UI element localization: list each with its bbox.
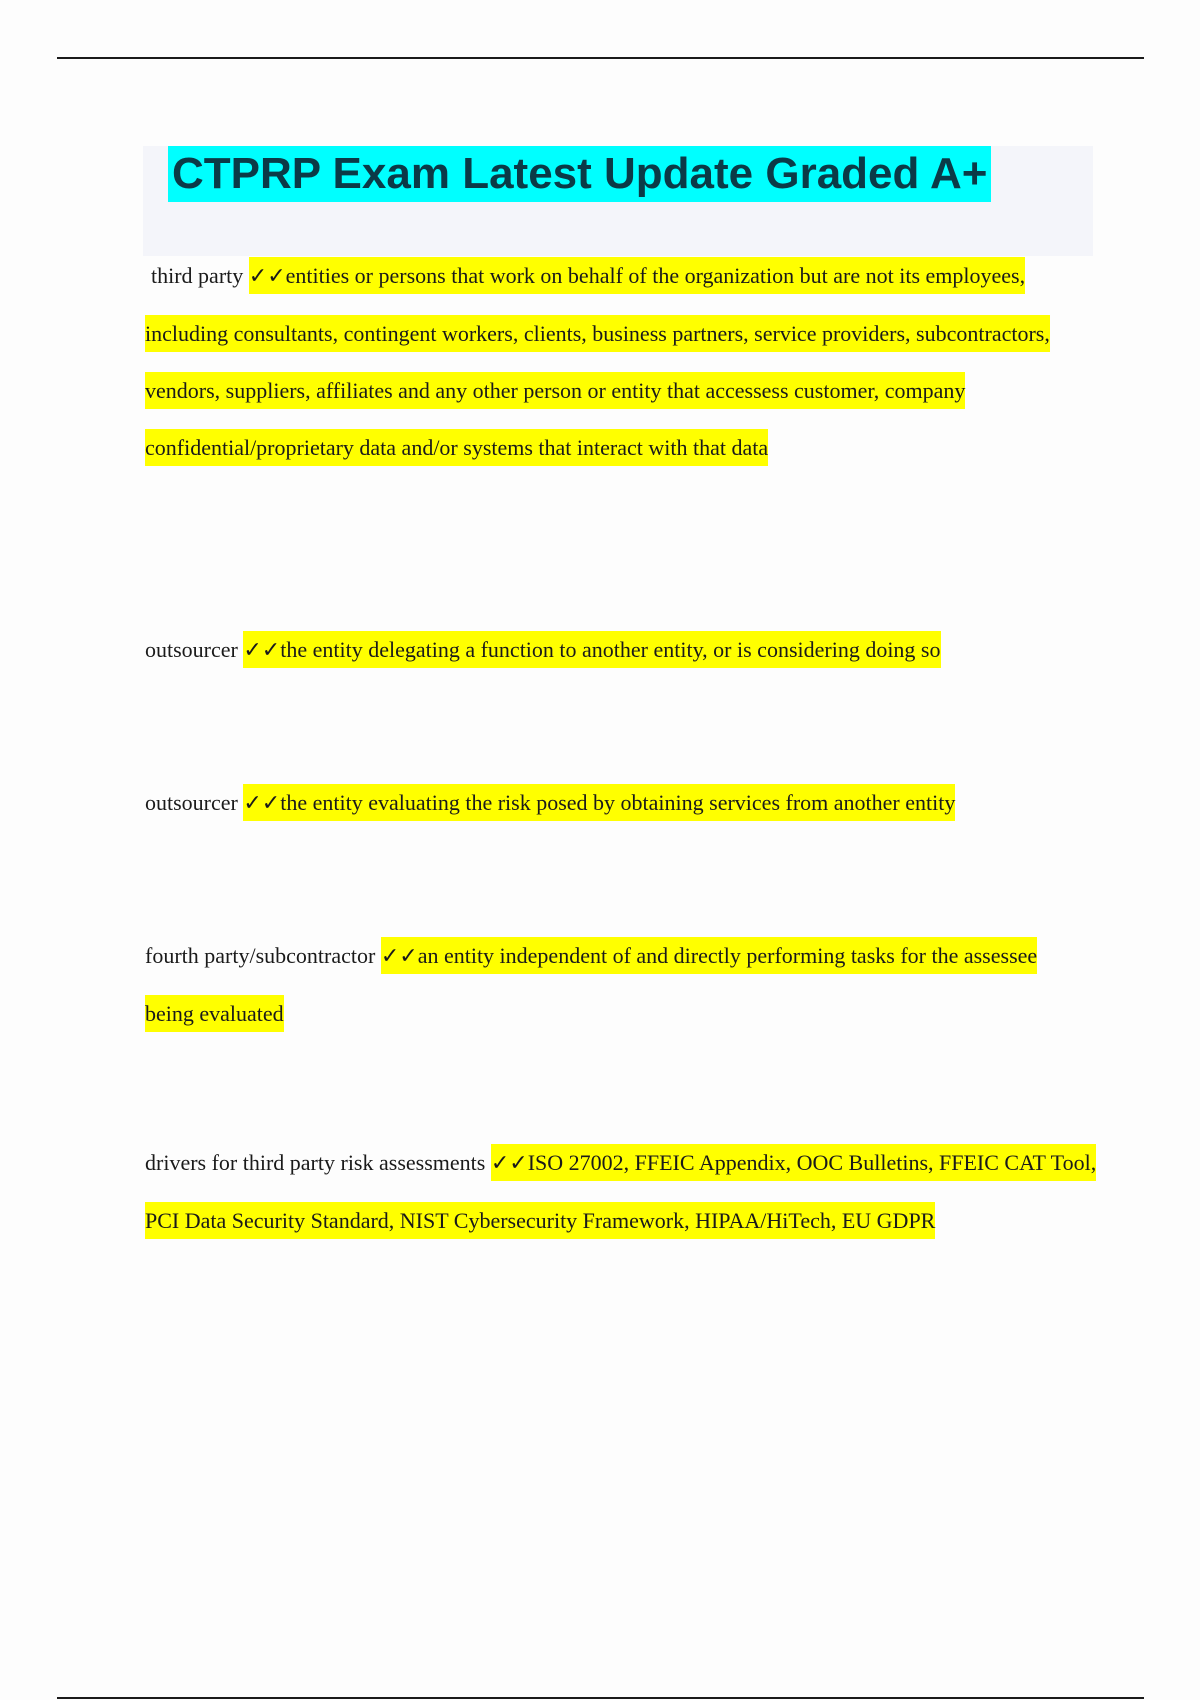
flashcard-entry — [145, 927, 1085, 1042]
double-check-icon: ✓✓ — [490, 1151, 528, 1176]
entry-term: outsourcer — [145, 790, 238, 815]
entry-definition: the entity delegating a function to another entity, or is considering doing so — [280, 637, 941, 662]
bottom-rule — [57, 1697, 1144, 1699]
entry-answer — [145, 257, 1050, 466]
entry-term: drivers for third party risk assessments — [145, 1150, 486, 1175]
double-check-icon: ✓✓ — [248, 264, 286, 289]
flashcard-entry — [145, 247, 1085, 476]
document-title: CTPRP Exam Latest Update Graded A+ — [168, 146, 991, 202]
entry-definition: entities or persons that work on behalf of the organization but are not its employees, including consultants, contingent workers, clients, business partners, service providers, subcontractors, vendors, suppliers, affiliates and any other person or entity that accessess customer, company confidential/proprietary data and/or systems that interact with that data — [145, 263, 1050, 460]
entry-definition: an entity independent of and directly performing tasks for the assessee being evaluated — [145, 943, 1038, 1026]
flashcard-entry — [145, 621, 1085, 679]
double-check-icon: ✓✓ — [243, 638, 281, 663]
double-check-icon: ✓✓ — [243, 791, 281, 816]
entry-answer — [243, 784, 955, 821]
flashcard-entry — [145, 1134, 1105, 1249]
entry-definition: the entity evaluating the risk posed by obtaining services from another entity — [280, 790, 956, 815]
double-check-icon: ✓✓ — [380, 944, 418, 969]
entry-definition: ISO 27002, FFEIC Appendix, OOC Bulletins, FFEIC CAT Tool, PCI Data Security Standard, NIST Cybersecurity Framework, HIPAA/HiTech, EU GDPR — [145, 1150, 1097, 1233]
flashcard-entry — [145, 774, 1085, 832]
entry-answer — [243, 631, 940, 668]
entry-term: outsourcer — [145, 637, 238, 662]
top-rule — [57, 57, 1144, 59]
entry-term: fourth party/subcontractor — [145, 943, 376, 968]
entry-term: third party — [151, 263, 244, 288]
